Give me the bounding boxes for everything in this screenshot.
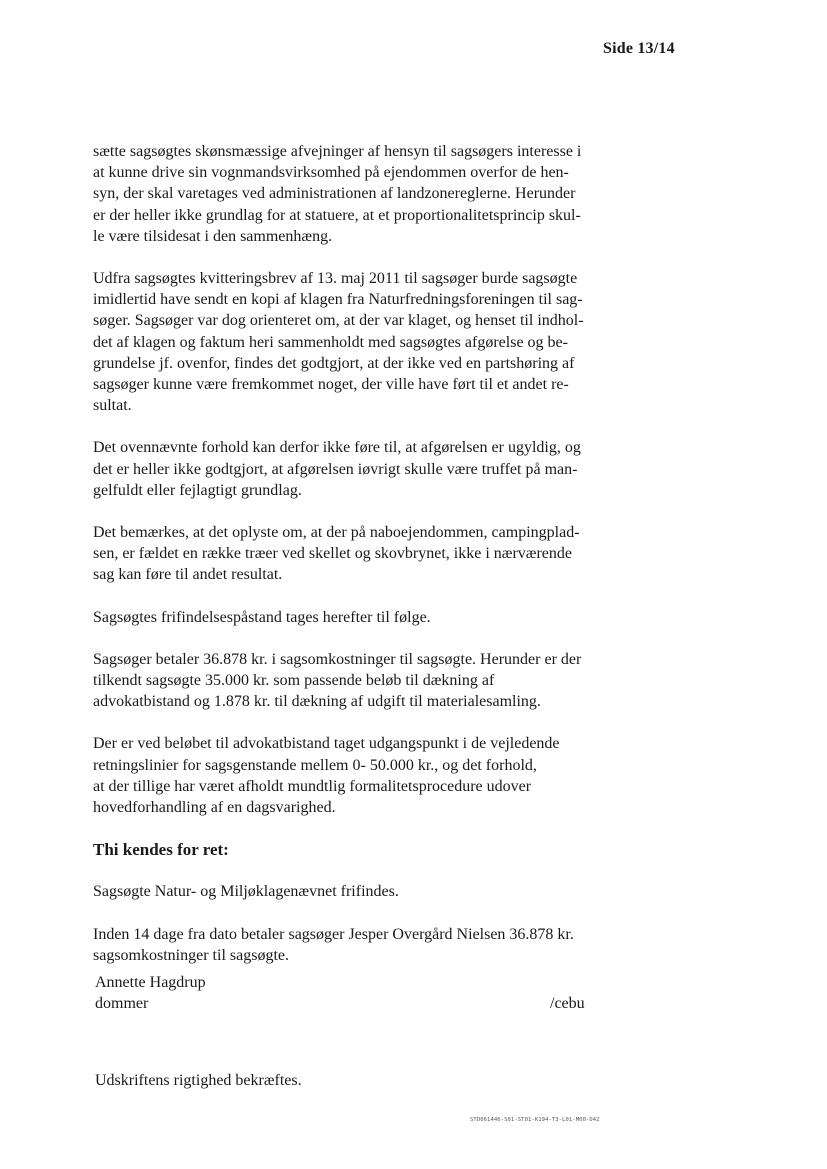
text-line: Inden 14 dage fra dato betaler sagsøger Jesper Overgård Nielsen 36.878 kr. [93,925,574,943]
text-line: Det bemærkes, at det oplyste om, at der på naboejendommen, campingplad- [93,524,580,542]
text-line: Der er ved beløbet til advokatbistand taget udgangspunkt i de vejledende [93,735,560,753]
text-line: er der heller ikke grundlag for at statuere, at et proportionalitetsprincip skul- [93,206,581,224]
text-line: sagsomkostninger til sagsøgte. [93,946,289,964]
text-line: syn, der skal varetages ved administrationen af landzonereglerne. Herunder [93,185,576,203]
paragraph-frifindelsespastand [93,607,613,628]
verdict-costs [93,924,613,966]
document-id: STD061446-S01-ST01-K194-T3-L01-M00-D42 [470,1117,600,1123]
text-line: sen, er fældet en række træer ved skellet og skovbrynet, ikke i nærværende [93,545,572,563]
clerk-initials: /cebu [550,995,585,1012]
text-line: Det ovennævnte forhold kan derfor ikke føre til, at afgørelsen er ugyldig, og [93,439,581,457]
paragraph-naboejendommen [93,522,613,586]
text-line: imidlertid have sendt en kopi af klagen fra Naturfredningsforeningen til sag- [93,291,583,309]
text-line: søger. Sagsøger var dog orienteret om, at der var klaget, og henset til indhol- [93,312,584,330]
signature-block [95,972,595,1014]
text-line: det er heller ikke godtgjort, at afgørelsen iøvrigt skulle være truffet på man- [93,460,578,478]
paragraph-advokatbistand [93,733,613,818]
text-line: Sagsøgte Natur- og Miljøklagenævnet frifindes. [93,883,399,901]
verdict-acquittal [93,881,613,902]
document-body [93,141,613,987]
judge-role: dommer [95,995,149,1012]
text-line: grundelse jf. ovenfor, findes det godtgjort, at der ikke ved en partshøring af [93,354,575,372]
text-line: det af klagen og faktum heri sammenholdt med sagsøgtes afgørelse og be- [93,333,568,351]
paragraph-ovennaevnte-forhold [93,437,613,501]
text-line: Sagsøger betaler 36.878 kr. i sagsomkostninger til sagsøgte. Herunder er der [93,650,582,668]
text-line: at kunne drive sin vognmandsvirksomhed på ejendommen overfor de hen- [93,164,569,182]
text-line: sagsøger kunne være fremkommet noget, der ville have ført til et andet re- [93,376,569,394]
text-line: retningslinier for sagsgenstande mellem 0- 50.000 kr., og det forhold, [93,756,537,774]
text-line: sultat. [93,397,132,415]
judge-name: Annette Hagdrup [95,974,206,991]
text-line: gelfuldt eller fejlagtigt grundlag. [93,481,302,499]
paragraph-sagsomkostninger [93,649,613,713]
text-line: tilkendt sagsøgte 35.000 kr. som passende beløb til dækning af [93,672,495,690]
text-line: sag kan føre til andet resultat. [93,566,283,584]
paragraph-kvitteringsbrev [93,268,613,416]
verdict-heading: Thi kendes for ret: [93,840,229,860]
certification-text: Udskriftens rigtighed bekræftes. [95,1072,302,1089]
page-number: Side 13/14 [603,40,675,57]
text-line: advokatbistand og 1.878 kr. til dækning af udgift til materialesamling. [93,693,541,711]
text-line: at der tillige har været afholdt mundtlig formalitetsprocedure udover [93,777,532,795]
text-line: sætte sagsøgtes skønsmæssige afvejninger af hensyn til sagsøgers interesse i [93,143,582,160]
text-line: Udfra sagsøgtes kvitteringsbrev af 13. maj 2011 til sagsøger burde sagsøgte [93,270,578,288]
paragraph-sagsogtes-skonsmaessige [93,141,613,247]
signature-role-row [95,993,595,1014]
text-line: le være tilsidesat i den sammenhæng. [93,227,333,245]
text-line: hovedforhandling af en dagsvarighed. [93,799,336,817]
text-line: Sagsøgtes frifindelsespåstand tages herefter til følge. [93,608,431,626]
